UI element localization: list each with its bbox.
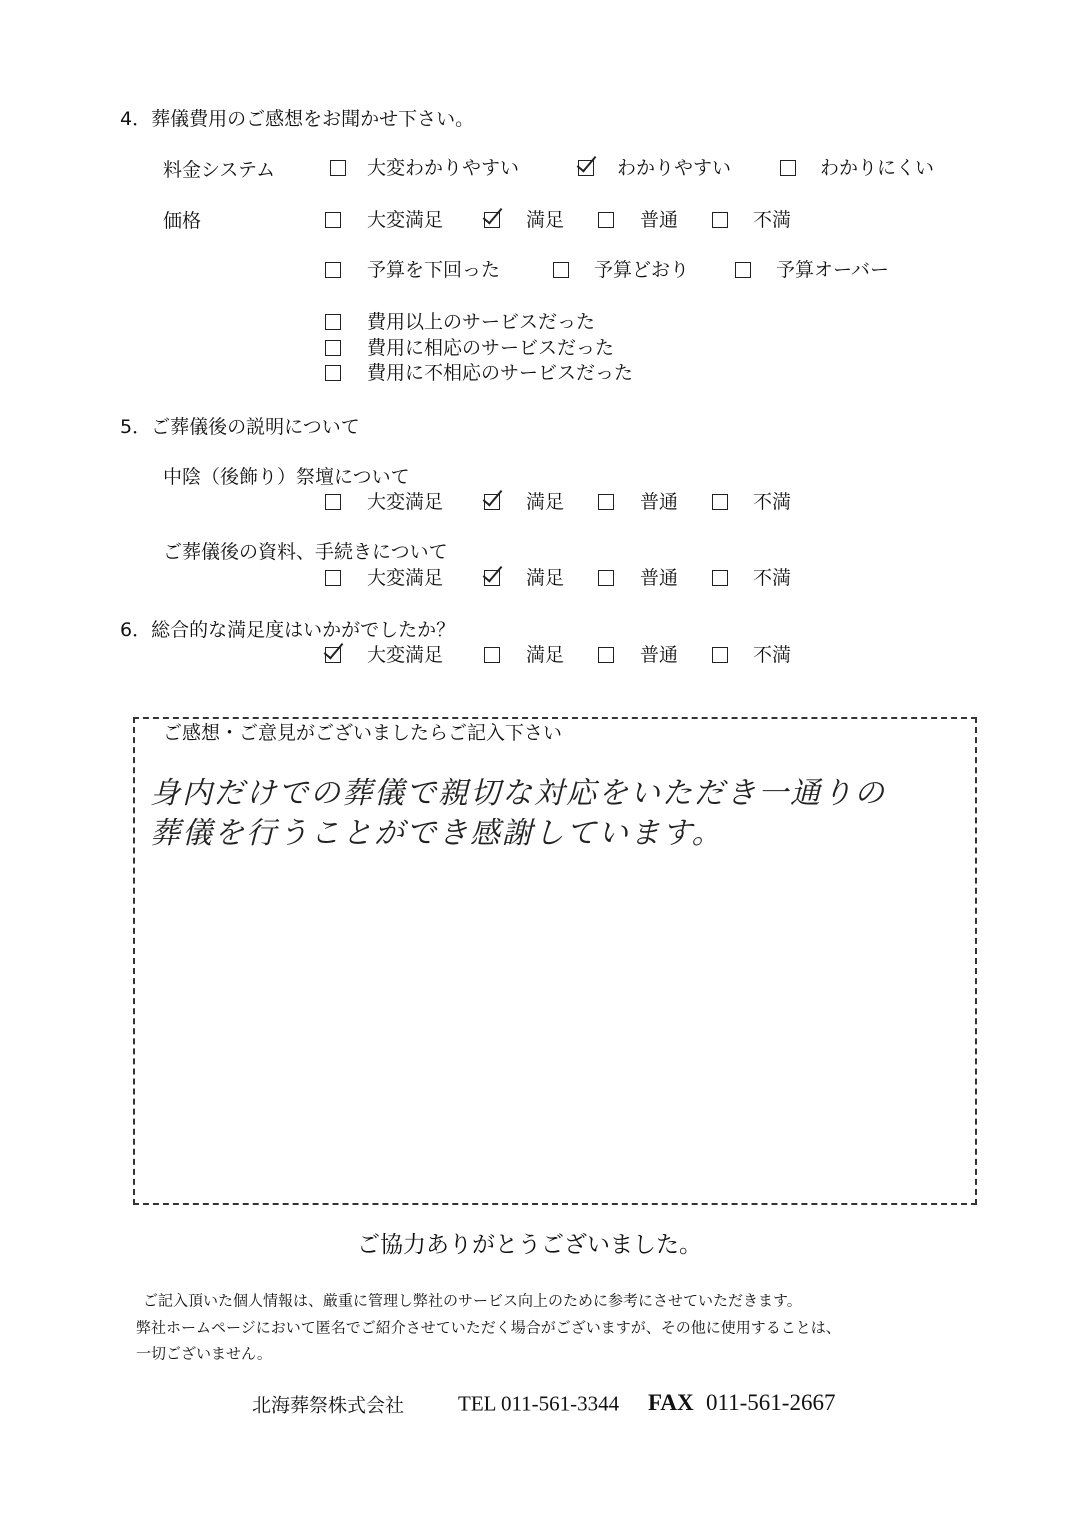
option-label: 大変満足	[367, 567, 444, 589]
option-label: 大変満足	[367, 491, 444, 513]
checkbox[interactable]	[780, 160, 796, 176]
option-label: 予算オーバー	[776, 259, 890, 281]
q5-title: 5．ご葬儀後の説明について	[120, 416, 360, 438]
checkbox[interactable]	[325, 340, 341, 356]
fax-number: 011-561-2667	[706, 1390, 836, 1415]
checkbox[interactable]	[712, 494, 728, 510]
thanks-message: ご協力ありがとうございました。	[357, 1232, 702, 1258]
price-label: 価格	[163, 210, 202, 232]
checkbox[interactable]	[325, 314, 341, 330]
checkbox[interactable]	[712, 647, 728, 663]
q6-title: 6．総合的な満足度はいかがでしたか？	[120, 619, 456, 641]
altar-label: 中陰（後飾り）祭壇について	[163, 466, 410, 488]
option-label: 不満	[753, 209, 792, 231]
option-label: 普通	[640, 491, 679, 513]
checkbox[interactable]	[484, 570, 500, 586]
checkbox[interactable]	[553, 262, 569, 278]
checkbox[interactable]	[325, 647, 341, 663]
privacy-note: 一切ございません。	[136, 1344, 272, 1363]
tel-number: TEL 011-561-3344	[458, 1391, 620, 1416]
option-label: 満足	[526, 567, 565, 589]
checkbox[interactable]	[330, 160, 346, 176]
comment-heading: ご感想・ご意見がございましたらご記入下さい	[163, 722, 563, 744]
checkbox[interactable]	[325, 365, 341, 381]
checkbox[interactable]	[325, 494, 341, 510]
handwritten-comment-line: 身内だけでの葬儀で親切な対応をいただき一通りの	[150, 776, 886, 811]
option-label: 満足	[526, 491, 565, 513]
checkbox[interactable]	[598, 494, 614, 510]
checkbox[interactable]	[598, 212, 614, 228]
option-label: 普通	[640, 209, 679, 231]
option-label: 不満	[753, 567, 792, 589]
option-label: わかりやすい	[617, 157, 732, 179]
option-label: 費用に相応のサービスだった	[367, 337, 615, 359]
checkbox[interactable]	[712, 212, 728, 228]
docs-label: ご葬儀後の資料、手続きについて	[163, 541, 448, 563]
option-label: 大変わかりやすい	[367, 157, 520, 179]
option-label: 満足	[526, 209, 565, 231]
privacy-note: ご記入頂いた個人情報は、厳重に管理し弊社のサービス向上のために参考にさせていただきます。	[143, 1291, 802, 1310]
checkbox[interactable]	[484, 494, 500, 510]
checkbox[interactable]	[484, 212, 500, 228]
checkbox[interactable]	[578, 160, 594, 176]
option-label: 費用に不相応のサービスだった	[367, 362, 634, 384]
option-label: 普通	[640, 567, 679, 589]
option-label: わかりにくい	[820, 157, 935, 179]
option-label: 普通	[640, 644, 679, 666]
option-label: 予算を下回った	[367, 259, 501, 281]
checkbox[interactable]	[325, 212, 341, 228]
option-label: 不満	[753, 644, 792, 666]
option-label: 大変満足	[367, 644, 444, 666]
checkbox[interactable]	[325, 262, 341, 278]
checkbox[interactable]	[735, 262, 751, 278]
company-name: 北海葬祭株式会社	[252, 1394, 405, 1417]
option-label: 不満	[753, 491, 792, 513]
checkbox[interactable]	[712, 570, 728, 586]
option-label: 大変満足	[367, 209, 444, 231]
handwritten-comment-line: 葬儀を行うことができ感謝しています。	[150, 816, 724, 851]
fax-label: FAX	[648, 1390, 694, 1415]
q4-title: 4．葬儀費用のご感想をお聞かせ下さい。	[120, 108, 475, 130]
option-label: 費用以上のサービスだった	[367, 311, 596, 333]
option-label: 満足	[526, 644, 565, 666]
checkbox[interactable]	[598, 570, 614, 586]
option-label: 予算どおり	[594, 259, 690, 281]
checkbox[interactable]	[325, 570, 341, 586]
privacy-note: 弊社ホームページにおいて匿名でご紹介させていただく場合がございますが、その他に使用することは、	[136, 1318, 841, 1337]
checkbox[interactable]	[598, 647, 614, 663]
checkbox[interactable]	[484, 647, 500, 663]
system-label: 料金システム	[163, 159, 276, 181]
